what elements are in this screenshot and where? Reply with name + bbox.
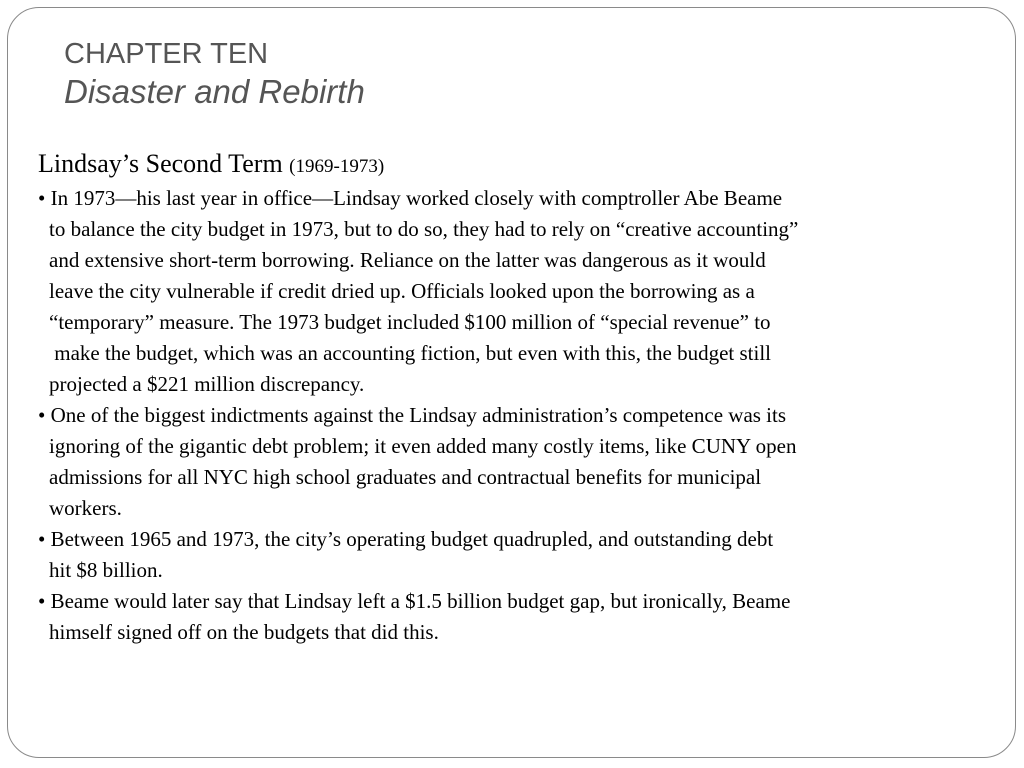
bullet-item bbox=[38, 183, 978, 400]
bullet-item bbox=[38, 400, 978, 524]
bullet-line: • Beame would later say that Lindsay left a $1.5 billion budget gap, but ironically, Beame bbox=[38, 589, 791, 613]
bullet-item bbox=[38, 586, 978, 648]
bullet-line: admissions for all NYC high school graduates and contractual benefits for municipal bbox=[49, 465, 762, 489]
bullet-line: hit $8 billion. bbox=[49, 558, 163, 582]
chapter-title: CHAPTER TEN bbox=[64, 38, 269, 70]
bullet-line: • Between 1965 and 1973, the city’s operating budget quadrupled, and outstanding debt bbox=[38, 527, 774, 551]
section-title: Lindsay’s Second Term bbox=[38, 149, 283, 178]
bullet-line: make the budget, which was an accounting fiction, but even with this, the budget still bbox=[49, 341, 772, 365]
bullet-line: • One of the biggest indictments against the Lindsay administration’s competence was its bbox=[38, 403, 787, 427]
bullet-item bbox=[38, 524, 978, 586]
bullet-line: workers. bbox=[49, 496, 122, 520]
bullet-line: projected a $221 million discrepancy. bbox=[49, 372, 365, 396]
chapter-subtitle: Disaster and Rebirth bbox=[64, 73, 365, 110]
bullet-line: “temporary” measure. The 1973 budget included $100 million of “special revenue” to bbox=[49, 310, 771, 334]
bullet-line: and extensive short-term borrowing. Reliance on the latter was dangerous as it would bbox=[49, 248, 766, 272]
bullet-line: • In 1973—his last year in office—Lindsay worked closely with comptroller Abe Beame bbox=[38, 186, 783, 210]
bullet-line: ignoring of the gigantic debt problem; it even added many costly items, like CUNY open bbox=[49, 434, 797, 458]
bullet-line: leave the city vulnerable if credit dried up. Officials looked upon the borrowing as a bbox=[49, 279, 755, 303]
section-years: (1969-1973) bbox=[289, 156, 385, 177]
section-heading bbox=[38, 148, 978, 183]
slide-content bbox=[38, 148, 978, 648]
bullet-line: to balance the city budget in 1973, but to do so, they had to rely on “creative accounting” bbox=[49, 217, 799, 241]
bullet-line: himself signed off on the budgets that did this. bbox=[49, 620, 439, 644]
title-block bbox=[64, 36, 365, 112]
